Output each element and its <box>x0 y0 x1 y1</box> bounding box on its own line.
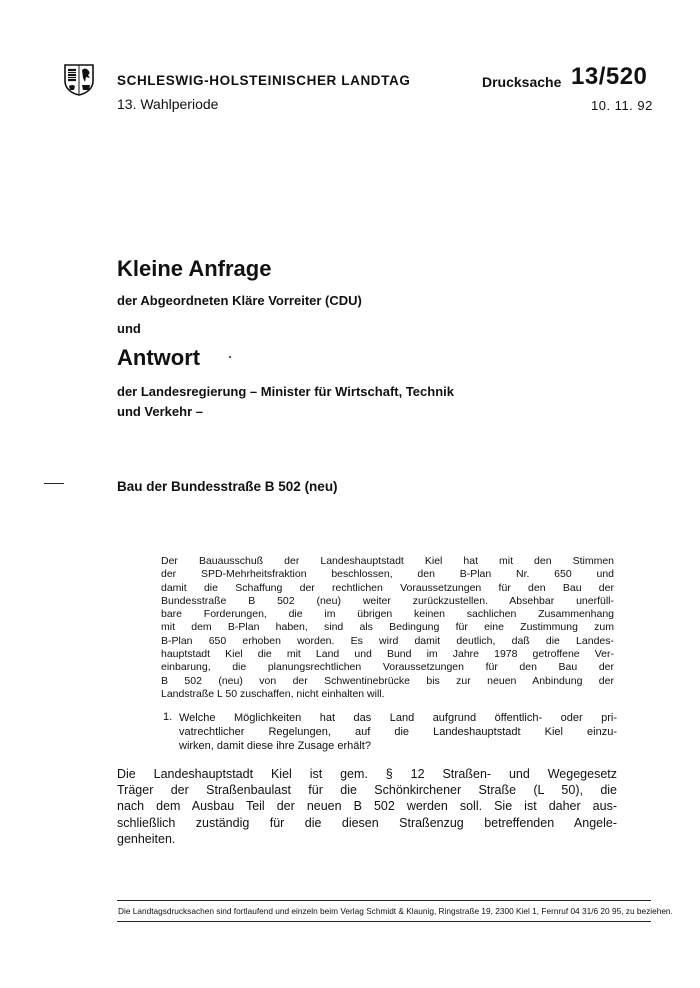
legislative-period: 13. Wahlperiode <box>117 96 219 112</box>
footer-rule-bottom <box>117 921 651 922</box>
drucksache-label: Drucksache <box>482 74 562 90</box>
question-line: vatrechtlicher Regelungen, auf die Landeshauptstadt Kiel einzu- <box>179 726 617 738</box>
parliament-name: SCHLESWIG-HOLSTEINISCHER LANDTAG <box>117 73 411 88</box>
member-line: der Abgeordneten Kläre Vorreiter (CDU) <box>117 293 362 308</box>
answer-line: schließlich zuständig für die diesen Straßenzug betreffenden Angele- <box>117 815 617 830</box>
subject-heading: Bau der Bundesstraße B 502 (neu) <box>117 479 338 494</box>
question-line: Welche Möglichkeiten hat das Land aufgrund öffentlich- oder pri- <box>179 712 617 724</box>
footer-rule-top <box>117 900 651 901</box>
question-text <box>179 711 617 753</box>
intro-line: mit dem B-Plan haben, sind als Bedingung für eine Zustimmung zum <box>161 621 614 634</box>
document-date: 10. 11. 92 <box>591 98 653 113</box>
intro-line: Landstraße L 50 zuschaffen, nicht einhalten will. <box>161 687 385 700</box>
intro-line: B-Plan 650 erhoben worden. Es wird damit deutlich, daß die Landes- <box>161 634 614 647</box>
answer-line: Die Landeshauptstadt Kiel ist gem. § 12 Straßen- und Wegegesetz <box>117 767 617 781</box>
intro-line: B 502 (neu) von der Schwentinebrücke bis zur neuen Anbindung der <box>161 674 614 687</box>
question-number: 1. <box>163 711 173 723</box>
und-line: und <box>117 321 141 336</box>
intro-paragraph <box>161 555 614 701</box>
answer-line: nach dem Ausbau Teil der neuen B 502 werden soll. Sie ist daher aus- <box>117 799 617 814</box>
margin-dash <box>44 483 64 484</box>
intro-line: bare Forderungen, die im übrigen keinen sachlichen Zusammenhang <box>161 608 614 621</box>
government-line-1: der Landesregierung – Minister für Wirtschaft, Technik <box>117 384 454 399</box>
antwort-heading: Antwort <box>117 345 201 370</box>
kleine-anfrage-heading: Kleine Anfrage <box>117 256 272 281</box>
footer-note: Die Landtagsdrucksachen sind fortlaufend und einzeln beim Verlag Schmidt & Klaunig, Ringstraße 19, 2300 Kiel 1, Fernruf 04 31/6 20 95, zu beziehen. <box>118 906 673 916</box>
intro-line: Der Bauausschuß der Landeshauptstadt Kiel hat mit den Stimmen <box>161 555 614 567</box>
answer-line: Träger der Straßenbaulast für die Schönkirchener Straße (L 50), die <box>117 783 617 798</box>
intro-line: einbarung, die planungsrechtlichen Voraussetzungen für den Bau der <box>161 661 614 674</box>
question-line: wirken, damit diese ihre Zusage erhält? <box>179 740 371 752</box>
answer-paragraph <box>117 766 617 847</box>
intro-line: damit die Schaffung der rechtlichen Voraussetzungen für den Bau der <box>161 581 614 594</box>
stray-dot <box>229 356 231 358</box>
answer-line: genheiten. <box>117 831 176 846</box>
coat-of-arms-icon <box>64 64 94 96</box>
intro-line: hauptstadt Kiel die mit Land und Bund im Jahre 1978 getroffene Ver- <box>161 648 614 661</box>
intro-line: der SPD-Mehrheitsfraktion beschlossen, den B-Plan Nr. 650 und <box>161 568 614 581</box>
intro-line: Bundesstraße B 502 (neu) weiter zurückzustellen. Absehbar unerfüll- <box>161 594 614 607</box>
government-line-2: und Verkehr – <box>117 404 203 419</box>
drucksache-number: 13/520 <box>571 63 648 90</box>
